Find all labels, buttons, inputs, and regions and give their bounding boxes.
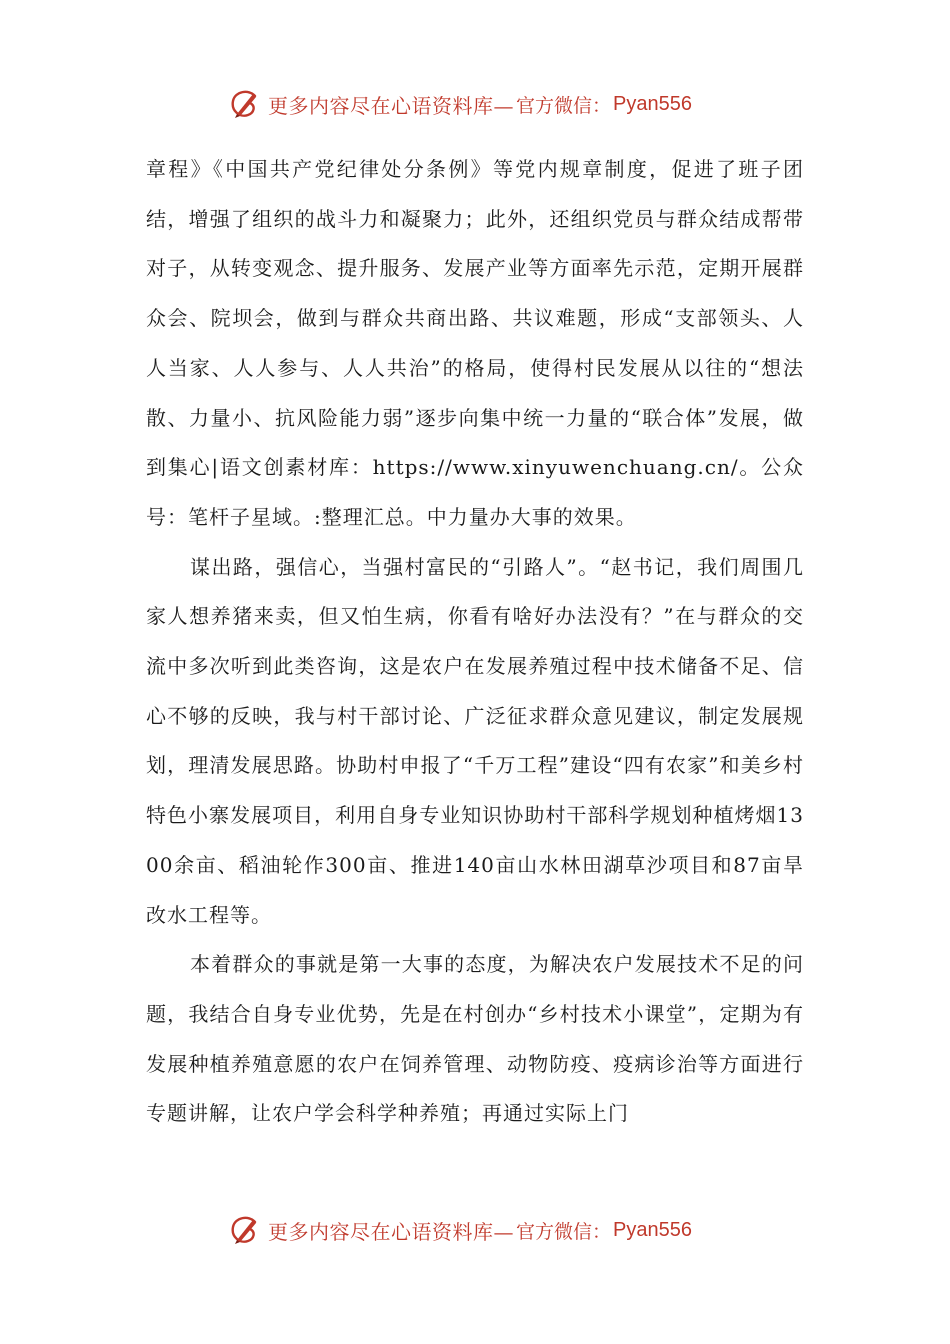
pen-swirl-logo-icon: [228, 1213, 262, 1247]
footer-banner: [228, 1210, 748, 1250]
banner-wechat-label: 官方微信：: [516, 94, 612, 117]
banner-wechat-label: 官方微信：: [516, 1220, 612, 1243]
banner-wechat-handle: Pyan556: [613, 92, 692, 115]
body-paragraph-3: 本着群众的事就是第一大事的态度，为解决农户发展技术不足的问题，我结合自身专业优势，先是在村创办“乡村技术小课堂”，定期为有发展种植养殖意愿的农户在饲养管理、动物防疫、疫病诊治等方面进行专题讲解，让农户学会科学种养殖；再通过实际上门: [146, 952, 804, 1126]
body-paragraph-1: 章程》《中国共产党纪律处分条例》等党内规章制度，促进了班子团结，增强了组织的战斗力和凝聚力；此外，还组织党员与群众结成帮带对子，从转变观念、提升服务、发展产业等方面率先示范，定期开展群众会、院坝会，做到与群众共商出路、共议难题，形成“支部领头、人人当家、人人参与、人人共治”的格局，使得村民发展从以往的“想法散、力量小、抗风险能力弱”逐步向集中统一力量的“联合体”发展，做到集心|语文创素材库：https://www.xinyuwenchuang.cn/。公众号：笔杆子星域。:整理汇总。中力量办大事的效果。: [146, 157, 804, 529]
body-paragraph-2: 谋出路，强信心，当强村富民的“引路人”。“赵书记，我们周围几家人想养猪来卖，但又怕生病，你看有啥好办法没有？”在与群众的交流中多次听到此类咨询，这是农户在发展养殖过程中技术储备不足、信心不够的反映，我与村干部讨论、广泛征求群众意见建议，制定发展规划，理清发展思路。协助村申报了“千万工程”建设“四有农家”和美乡村特色小寨发展项目，利用自身专业知识协助村干部科学规划种植烤烟1300余亩、稻油轮作300亩、推进140亩山水林田湖草沙项目和87亩旱改水工程等。: [146, 554, 804, 927]
pen-swirl-logo-icon: [228, 87, 262, 121]
banner-promo-text: 更多内容尽在心语资料库—: [268, 93, 514, 118]
header-banner: [228, 84, 748, 124]
banner-wechat-handle: Pyan556: [613, 1218, 692, 1241]
banner-promo-text: 更多内容尽在心语资料库—: [268, 1219, 514, 1244]
document-body: [146, 145, 804, 1139]
